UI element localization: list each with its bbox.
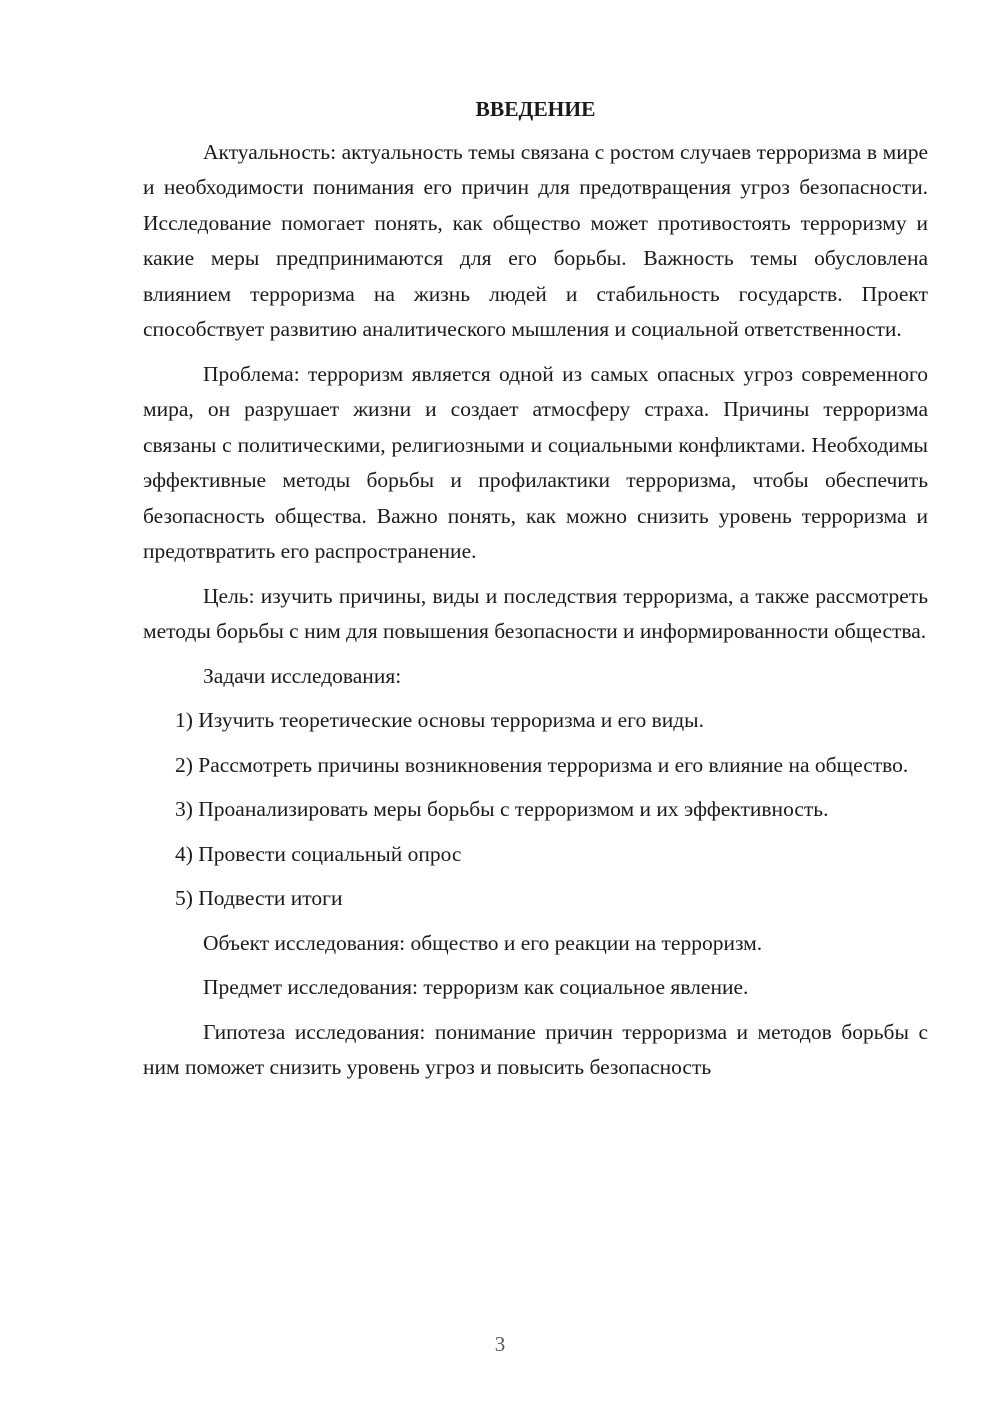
task-item-1: 1) Изучить теоретические основы терроризма и его виды.: [175, 708, 704, 732]
task-item-5: 5) Подвести итоги: [175, 886, 343, 910]
task-item-2: 2) Рассмотреть причины возникновения терроризма и его влияние на общество.: [175, 752, 909, 777]
hypothesis-paragraph: Гипотеза исследования: понимание причин терроризма и методов борьбы с ним поможет снизить уровень угроз и повысить безопасность: [143, 1019, 928, 1079]
problem-paragraph: Проблема: терроризм является одной из самых опасных угроз современного мира, он разрушает жизни и создает атмосферу страха. Причины терроризма связаны с политическими, религиозными и социальными конфликтами. Необходимы эффективные методы борьбы и профилактики терроризма, чтобы обеспечить безопасность общества. Важно понять, как можно снизить уровень терроризма и предотвратить его распространение.: [143, 361, 928, 563]
task-item-3: 3) Проанализировать меры борьбы с терроризмом и их эффективность.: [175, 797, 829, 821]
tasks-heading: Задачи исследования:: [203, 663, 402, 688]
task-item-4: 4) Провести социальный опрос: [175, 841, 462, 866]
research-object-paragraph: Объект исследования: общество и его реакции на терроризм.: [203, 930, 763, 955]
document-body: [143, 92, 928, 1095]
goal-paragraph: Цель: изучить причины, виды и последствия терроризма, а также рассмотреть методы борьбы с ним для повышения безопасности и информированности общества.: [143, 583, 928, 643]
relevance-paragraph: Актуальность: актуальность темы связана с ростом случаев терроризма в мире и необходимости понимания его причин для предотвращения угроз безопасности. Исследование помогает понять, как общество может противостоять терроризму и какие меры предпринимаются для его борьбы. Важность темы обусловлена влиянием терроризма на жизнь людей и стабильность государств. Проект способствует развитию аналитического мышления и социальной ответственности.: [143, 139, 928, 341]
research-subject-paragraph: Предмет исследования: терроризм как социальное явление.: [203, 975, 749, 999]
section-title: ВВЕДЕНИЕ: [475, 97, 596, 121]
page-number: 3: [494, 1332, 506, 1356]
